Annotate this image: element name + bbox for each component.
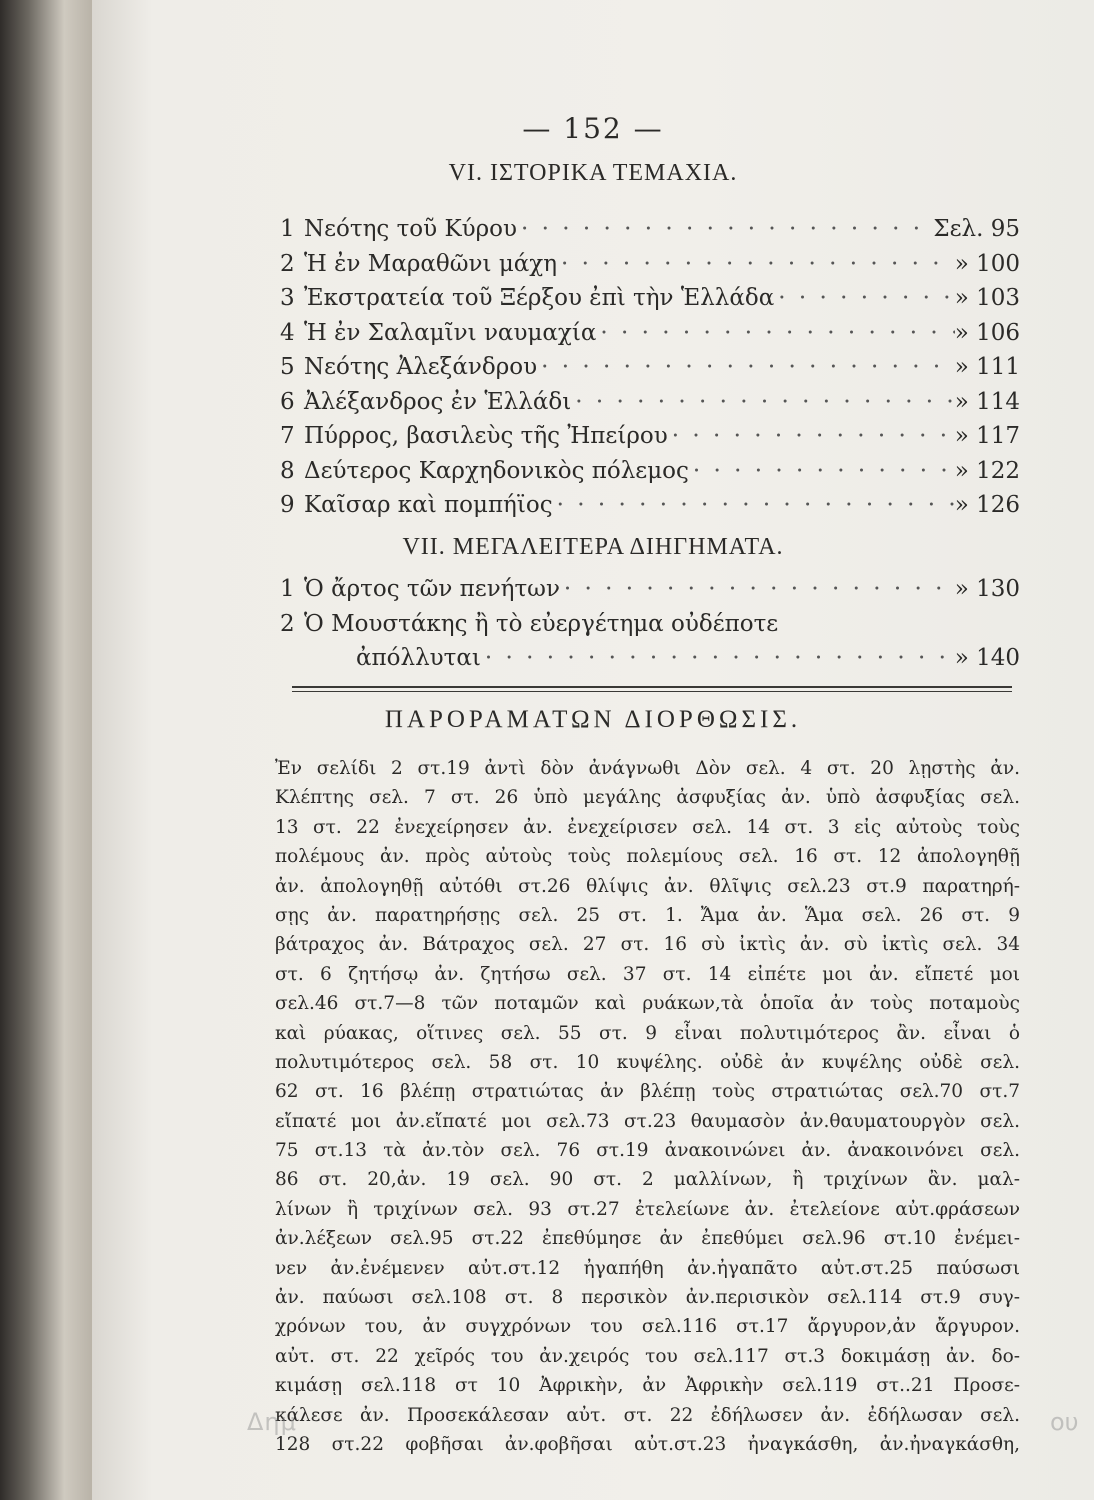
toc-entry-number: 4 <box>280 319 295 346</box>
toc-entry-page: » 117 <box>954 423 1020 449</box>
errata-line: ἀν. ἀπολογηθῇ αὐτόθι στ.26 θλίψις ἀν. θλῖψις σελ.23 στ.9 παρατηρή- <box>275 875 1020 897</box>
toc-entry-page: » 122 <box>954 457 1020 484</box>
toc-entry-number: 2 <box>280 250 295 277</box>
section-heading-historical: VI. ΙΣΤΟΡΙΚΑ ΤΕΜΑΧΙΑ. <box>448 160 738 186</box>
toc-entry-page: Σελ. 95 <box>933 216 1020 242</box>
errata-line: εἴπατέ μοι ἀν.εἴπατέ μοι σελ.73 στ.23 θαυμασὸν ἀν.θαυματουργὸν σελ. <box>275 1110 1020 1132</box>
toc-entry-number: 9 <box>280 492 295 518</box>
page-number: — 152 — <box>522 112 664 145</box>
library-watermark: Δημ <box>247 1408 297 1436</box>
toc-entry-title: Ὁ Μουστάκης ἢ τὸ εὐεργέτημα οὐδέποτε <box>304 610 779 637</box>
errata-line: 128 στ.22 φοβῆσαι ἀν.φοβῆσαι αὐτ.στ.23 ἠναγκάσθη, ἀν.ἠναγκάσθη, <box>275 1433 1020 1455</box>
errata-line: Ἐν σελίδι 2 στ.19 ἀντὶ δὸν ἀνάγνωθι Δὸν σελ. 4 στ. 20 λῃστὴς ἀν. <box>275 758 1020 779</box>
toc-dot-leader <box>517 212 933 247</box>
toc-entry-page: » 100 <box>954 250 1020 277</box>
toc-entry-page: » 106 <box>954 319 1020 346</box>
toc-entry <box>280 281 1020 316</box>
toc-entry-number: 8 <box>280 457 295 484</box>
errata-line: ἀν. παύωσι σελ.108 στ. 8 περσικὸν ἀν.περισικὸν σελ.114 στ.9 συγ- <box>275 1287 1020 1309</box>
errata-line: ἀν.λέξεων σελ.95 στ.22 ἐπεθύμησε ἀν ἐπεθύμει σελ.96 στ.10 ἐνέμει- <box>275 1228 1020 1250</box>
toc-entry-number: 6 <box>280 388 295 415</box>
toc-entry <box>280 572 1020 607</box>
toc-entry-title: Καῖσαρ καὶ πομπήϊος <box>304 492 553 518</box>
toc-section-6 <box>280 212 1020 523</box>
toc-entry <box>280 419 1020 454</box>
toc-dot-leader <box>774 281 954 316</box>
toc-entry <box>280 350 1020 385</box>
toc-entry-title: Ἡ ἐν Σαλαμῖνι ναυμαχία <box>304 319 597 346</box>
toc-dot-leader <box>537 350 955 385</box>
section-heading-narratives: VII. ΜΕΓΑΛΕΙΤΕΡΑ ΔΙΗΓΗΜΑΤΑ. <box>402 534 784 560</box>
errata-line: λίνων ἢ τριχίνων σελ. 93 στ.27 ἐτελείωνε ἀν. ἐτελείονε αὐτ.φράσεων <box>275 1198 1020 1220</box>
errata-line: σελ.46 στ.7—8 τῶν ποταμῶν καὶ ρυάκων,τὰ ὁποῖα ἀν τοὺς ποταμοὺς <box>275 993 1020 1015</box>
toc-dot-leader <box>560 572 955 607</box>
toc-entry <box>280 247 1020 282</box>
errata-line: κάλεσε ἀν. Προσεκάλεσαν αὐτ. στ. 22 ἐδήλωσεν ἀν. ἐδήλωσαν σελ. <box>275 1404 1020 1426</box>
toc-entry-number: 1 <box>280 216 295 242</box>
errata-line: πολέμους ἀν. πρὸς αὐτοὺς τοὺς πολεμίους σελ. 16 στ. 12 ἀπολογηθῇ <box>275 846 1020 868</box>
toc-entry-number: 5 <box>280 354 295 380</box>
toc-entry-page: » 111 <box>954 354 1020 380</box>
errata-line: Κλέπτης σελ. 7 στ. 26 ὑπὸ μεγάλης ἀσφυξίας ἀν. ὑπὸ ἀσφυξίας σελ. <box>275 787 1020 809</box>
errata-line: πολυτιμότερος σελ. 58 στ. 10 κυψέλης. οὐδὲ ἀν κυψέλης οὐδὲ σελ. <box>275 1051 1020 1073</box>
toc-entry <box>280 316 1020 351</box>
toc-dot-leader <box>596 316 954 351</box>
toc-entry-title: Ὁ ἄρτος τῶν πενήτων <box>304 576 560 602</box>
toc-entry <box>280 454 1020 489</box>
toc-dot-leader <box>557 247 955 282</box>
book-binding-edge <box>0 0 92 1500</box>
toc-entry-title: Νεότης Ἀλεξάνδρου <box>304 354 538 380</box>
errata-line: 62 στ. 16 βλέπῃ στρατιώτας ἀν βλέπῃ τοὺς στρατιώτας σελ.70 στ.7 <box>275 1081 1020 1103</box>
errata-line: 75 στ.13 τὰ ἀν.τὸν σελ. 76 στ.19 ἀνακοινώνει ἀν. ἀνακοινόνει σελ. <box>275 1140 1020 1162</box>
toc-entry-title: Πύρρος, βασιλεὺς τῆς Ἠπείρου <box>304 423 668 449</box>
errata-line: στ. 6 ζητήσῳ ἀν. ζητήσω σελ. 37 στ. 14 εἰπέτε μοι ἀν. εἴπετέ μοι <box>275 963 1020 985</box>
errata-line: σῃς ἀν. παρατηρήσῃς σελ. 25 στ. 1. Ἄμα ἀν. Ἅμα σελ. 26 στ. 9 <box>275 904 1020 926</box>
toc-dot-leader <box>553 488 955 523</box>
errata-line: 13 στ. 22 ἐνεχείρησεν ἀν. ἐνεχείρισεν σελ. 14 στ. 3 εἰς αὐτοὺς τοὺς <box>275 816 1020 838</box>
book-page <box>92 0 1094 1500</box>
toc-entry-page: » 140 <box>954 645 1020 671</box>
errata-line: κιμάσῃ σελ.118 στ 10 Ἀφρικὴν, ἀν Ἀφρικὴν σελ.119 στ..21 Προσε- <box>275 1375 1020 1397</box>
divider-rule-bottom <box>292 691 1012 692</box>
divider-rule-top <box>292 686 1012 688</box>
toc-entry-title: Δεύτερος Καρχηδονικὸς πόλεμος <box>304 457 689 484</box>
toc-entry-page: » 130 <box>954 576 1020 602</box>
toc-dot-leader <box>668 419 955 454</box>
toc-section-7 <box>280 572 1020 676</box>
toc-entry-number: 3 <box>280 285 295 311</box>
toc-entry-number: 2 <box>280 610 295 637</box>
errata-line: νεν ἀν.ἐνέμενεν αὐτ.στ.12 ἠγαπήθη ἀν.ἠγαπᾶτο αὐτ.στ.25 παύσωσι <box>275 1257 1020 1279</box>
errata-text <box>275 754 1020 1459</box>
errata-line: 86 στ. 20,ἀν. 19 σελ. 90 στ. 2 μαλλίνων, ἢ τριχίνων ἂν. μαλ- <box>275 1169 1020 1191</box>
errata-line: χρόνων του, ἀν συγχρόνων του σελ.116 στ.17 ἄργυρον,ἀν ἄργυρον. <box>275 1316 1020 1338</box>
toc-dot-leader <box>689 454 955 489</box>
errata-line: αὐτ. στ. 22 χεῖρός του ἀν.χειρός του σελ.117 στ.3 δοκιμάσῃ ἀν. δο- <box>275 1345 1020 1367</box>
toc-dot-leader <box>481 641 955 676</box>
errata-line: βάτραχος ἀν. Βάτραχος σελ. 27 στ. 16 σὺ ἰκτὶς ἀν. σὺ ἰκτὶς σελ. 34 <box>275 934 1020 956</box>
toc-entry <box>280 607 1020 642</box>
toc-entry-page: » 114 <box>954 388 1020 415</box>
toc-entry-page: » 103 <box>954 285 1020 311</box>
toc-entry-number: 7 <box>280 423 295 449</box>
errata-title: ΠΑΡΟΡΑΜΑΤΩΝ ΔΙΟΡΘΩΣΙΣ. <box>384 706 802 733</box>
library-watermark-end: ου <box>1050 1408 1079 1436</box>
toc-entry <box>280 212 1020 247</box>
toc-entry-continuation <box>280 641 1020 676</box>
toc-entry-title: Ἀλέξανδρος ἐν Ἑλλάδι <box>304 388 572 415</box>
toc-entry-page: » 126 <box>954 492 1020 518</box>
toc-entry-title: Ἡ ἐν Μαραθῶνι μάχη <box>304 250 558 277</box>
toc-dot-leader <box>571 385 954 420</box>
errata-line: καὶ ρύακας, οἵτινες σελ. 55 στ. 9 εἶναι πολυτιμότερος ἂν. εἶναι ὁ <box>275 1022 1020 1044</box>
toc-entry <box>280 488 1020 523</box>
toc-entry-title: Ἐκστρατεία τοῦ Ξέρξου ἐπὶ τὴν Ἑλλάδα <box>304 285 775 311</box>
toc-entry-number: 1 <box>280 576 295 602</box>
toc-entry-title: Νεότης τοῦ Κύρου <box>304 216 517 242</box>
toc-entry <box>280 385 1020 420</box>
toc-entry-title-cont: ἀπόλλυται <box>356 645 481 671</box>
